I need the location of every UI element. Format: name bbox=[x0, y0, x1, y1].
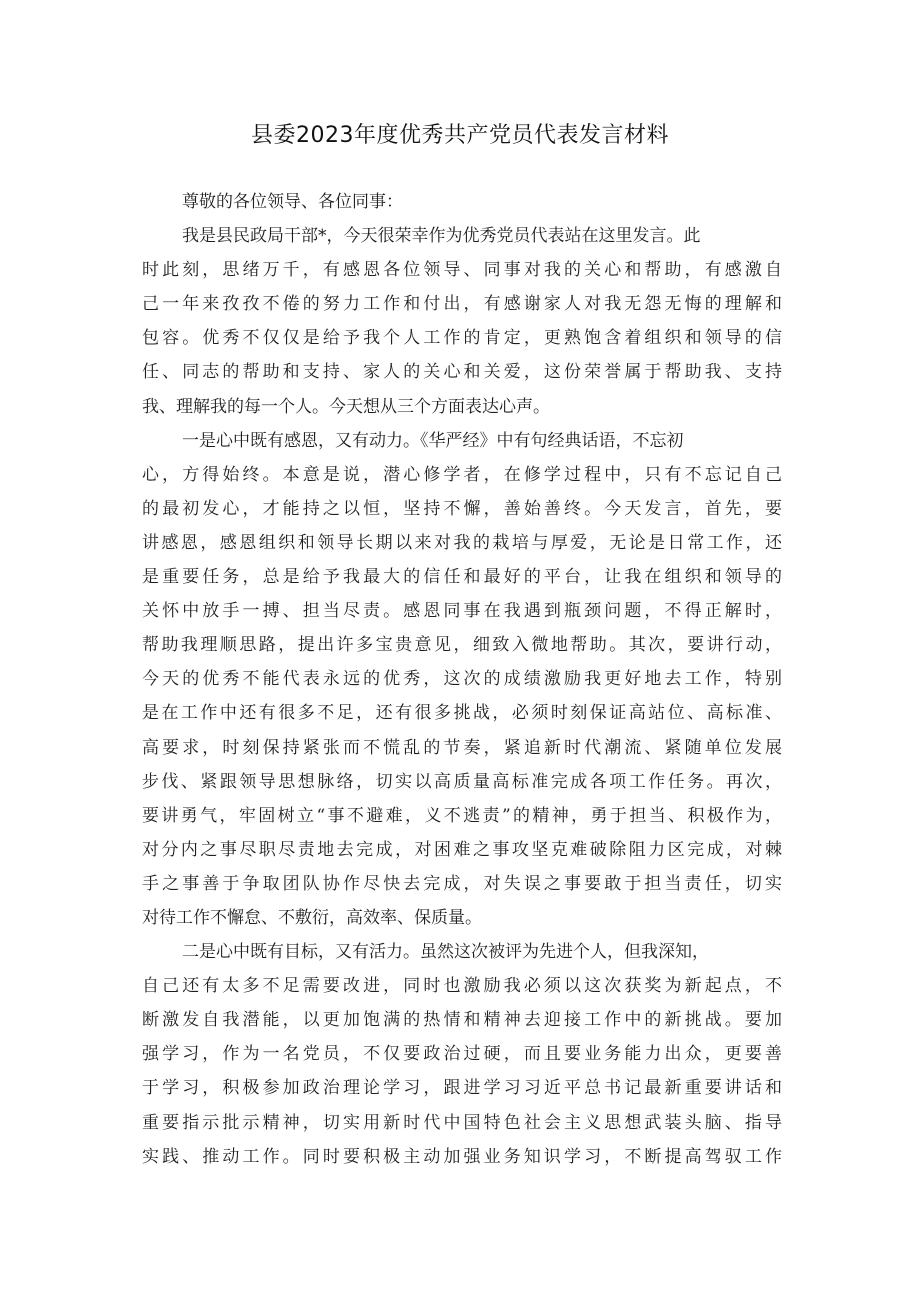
paragraph-line: 关怀中放手一搏、担当尽责。感恩同事在我遇到瓶颈问题，不得正解时， bbox=[142, 601, 782, 622]
paragraph-line: 今天的优秀不能代表永远的优秀，这次的成绩激励我更好地去工作，特别 bbox=[142, 669, 782, 690]
paragraph-line: 重要指示批示精神，切实用新时代中国特色社会主义思想武装头脑、指导 bbox=[142, 1112, 782, 1133]
paragraph-line: 二是心中既有目标，又有活力。虽然这次被评为先进个人，但我深知， bbox=[182, 942, 709, 963]
paragraph-line: 包容。优秀不仅仅是给予我个人工作的肯定，更熟饱含着组织和领导的信 bbox=[142, 328, 782, 349]
paragraph-line: 己一年来孜孜不倦的努力工作和付出，有感谢家人对我无怨无悔的理解和 bbox=[142, 294, 782, 315]
paragraph-line: 我、理解我的每一个人。今天想从三个方面表达心声。 bbox=[142, 396, 550, 417]
paragraph-line: 对待工作不懈怠、不敷衍，高效率、保质量。 bbox=[142, 907, 482, 928]
paragraph-line: 自己还有太多不足需要改进，同时也激励我必须以这次获奖为新起点，不 bbox=[142, 976, 782, 997]
paragraph-line: 高要求，时刻保持紧张而不慌乱的节奏，紧追新时代潮流、紧随单位发展 bbox=[142, 737, 782, 758]
paragraph-line: 讲感恩，感恩组织和领导长期以来对我的栽培与厚爱，无论是日常工作，还 bbox=[142, 532, 782, 553]
paragraph-line: 的最初发心，才能持之以恒，坚持不懈，善始善终。今天发言，首先，要 bbox=[142, 498, 782, 519]
paragraph-line: 步伐、紧跟领导思想脉络，切实以高质量高标准完成各项工作任务。再次， bbox=[142, 771, 782, 792]
paragraph-line: 手之事善于争取团队协作尽快去完成，对失误之事要敢于担当责任，切实 bbox=[142, 873, 782, 894]
paragraph-line: 强学习，作为一名党员，不仅要政治过硬，而且要业务能力出众，更要善 bbox=[142, 1044, 782, 1065]
paragraph-line: 我是县民政局干部*，今天很荣幸作为优秀党员代表站在这里发言。此 bbox=[182, 226, 701, 247]
paragraph-line: 实践、推动工作。同时要积极主动加强业务知识学习，不断提高驾驭工作 bbox=[142, 1146, 782, 1167]
paragraph-line: 于学习，积极参加政治理论学习，跟进学习习近平总书记最新重要讲话和 bbox=[142, 1078, 782, 1099]
paragraph-line: 一是心中既有感恩，又有动力。《华严经》中有句经典话语，不忘初 bbox=[182, 430, 684, 451]
paragraph-line: 对分内之事尽职尽责地去完成，对困难之事攻坚克难破除阻力区完成，对棘 bbox=[142, 839, 782, 860]
salutation-line: 尊敬的各位领导、各位同事： bbox=[182, 192, 403, 212]
paragraph-line: 是在工作中还有很多不足，还有很多挑战，必须时刻保证高站位、高标准、 bbox=[142, 703, 782, 724]
paragraph-line: 心，方得始终。本意是说，潜心修学者，在修学过程中，只有不忘记自己 bbox=[142, 464, 782, 485]
document-body bbox=[142, 189, 782, 1178]
paragraph-line: 任、同志的帮助和支持、家人的关心和关爱，这份荣誉属于帮助我、支持 bbox=[142, 362, 782, 383]
paragraph-line: 时此刻，思绪万千，有感恩各位领导、同事对我的关心和帮助，有感激自 bbox=[142, 260, 782, 281]
paragraph-line: 断激发自我潜能，以更加饱满的热情和精神去迎接工作中的新挑战。要加 bbox=[142, 1010, 782, 1031]
paragraph-line: 要讲勇气，牢固树立“事不避难，义不逃责”的精神，勇于担当、积极作为， bbox=[142, 805, 782, 826]
document-title: 县委2023年度优秀共产党员代表发言材料 bbox=[251, 123, 669, 148]
paragraph-line: 帮助我理顺思路，提出许多宝贵意见，细致入微地帮助。其次，要讲行动， bbox=[142, 635, 782, 656]
paragraph-line: 是重要任务，总是给予我最大的信任和最好的平台，让我在组织和领导的 bbox=[142, 567, 782, 588]
